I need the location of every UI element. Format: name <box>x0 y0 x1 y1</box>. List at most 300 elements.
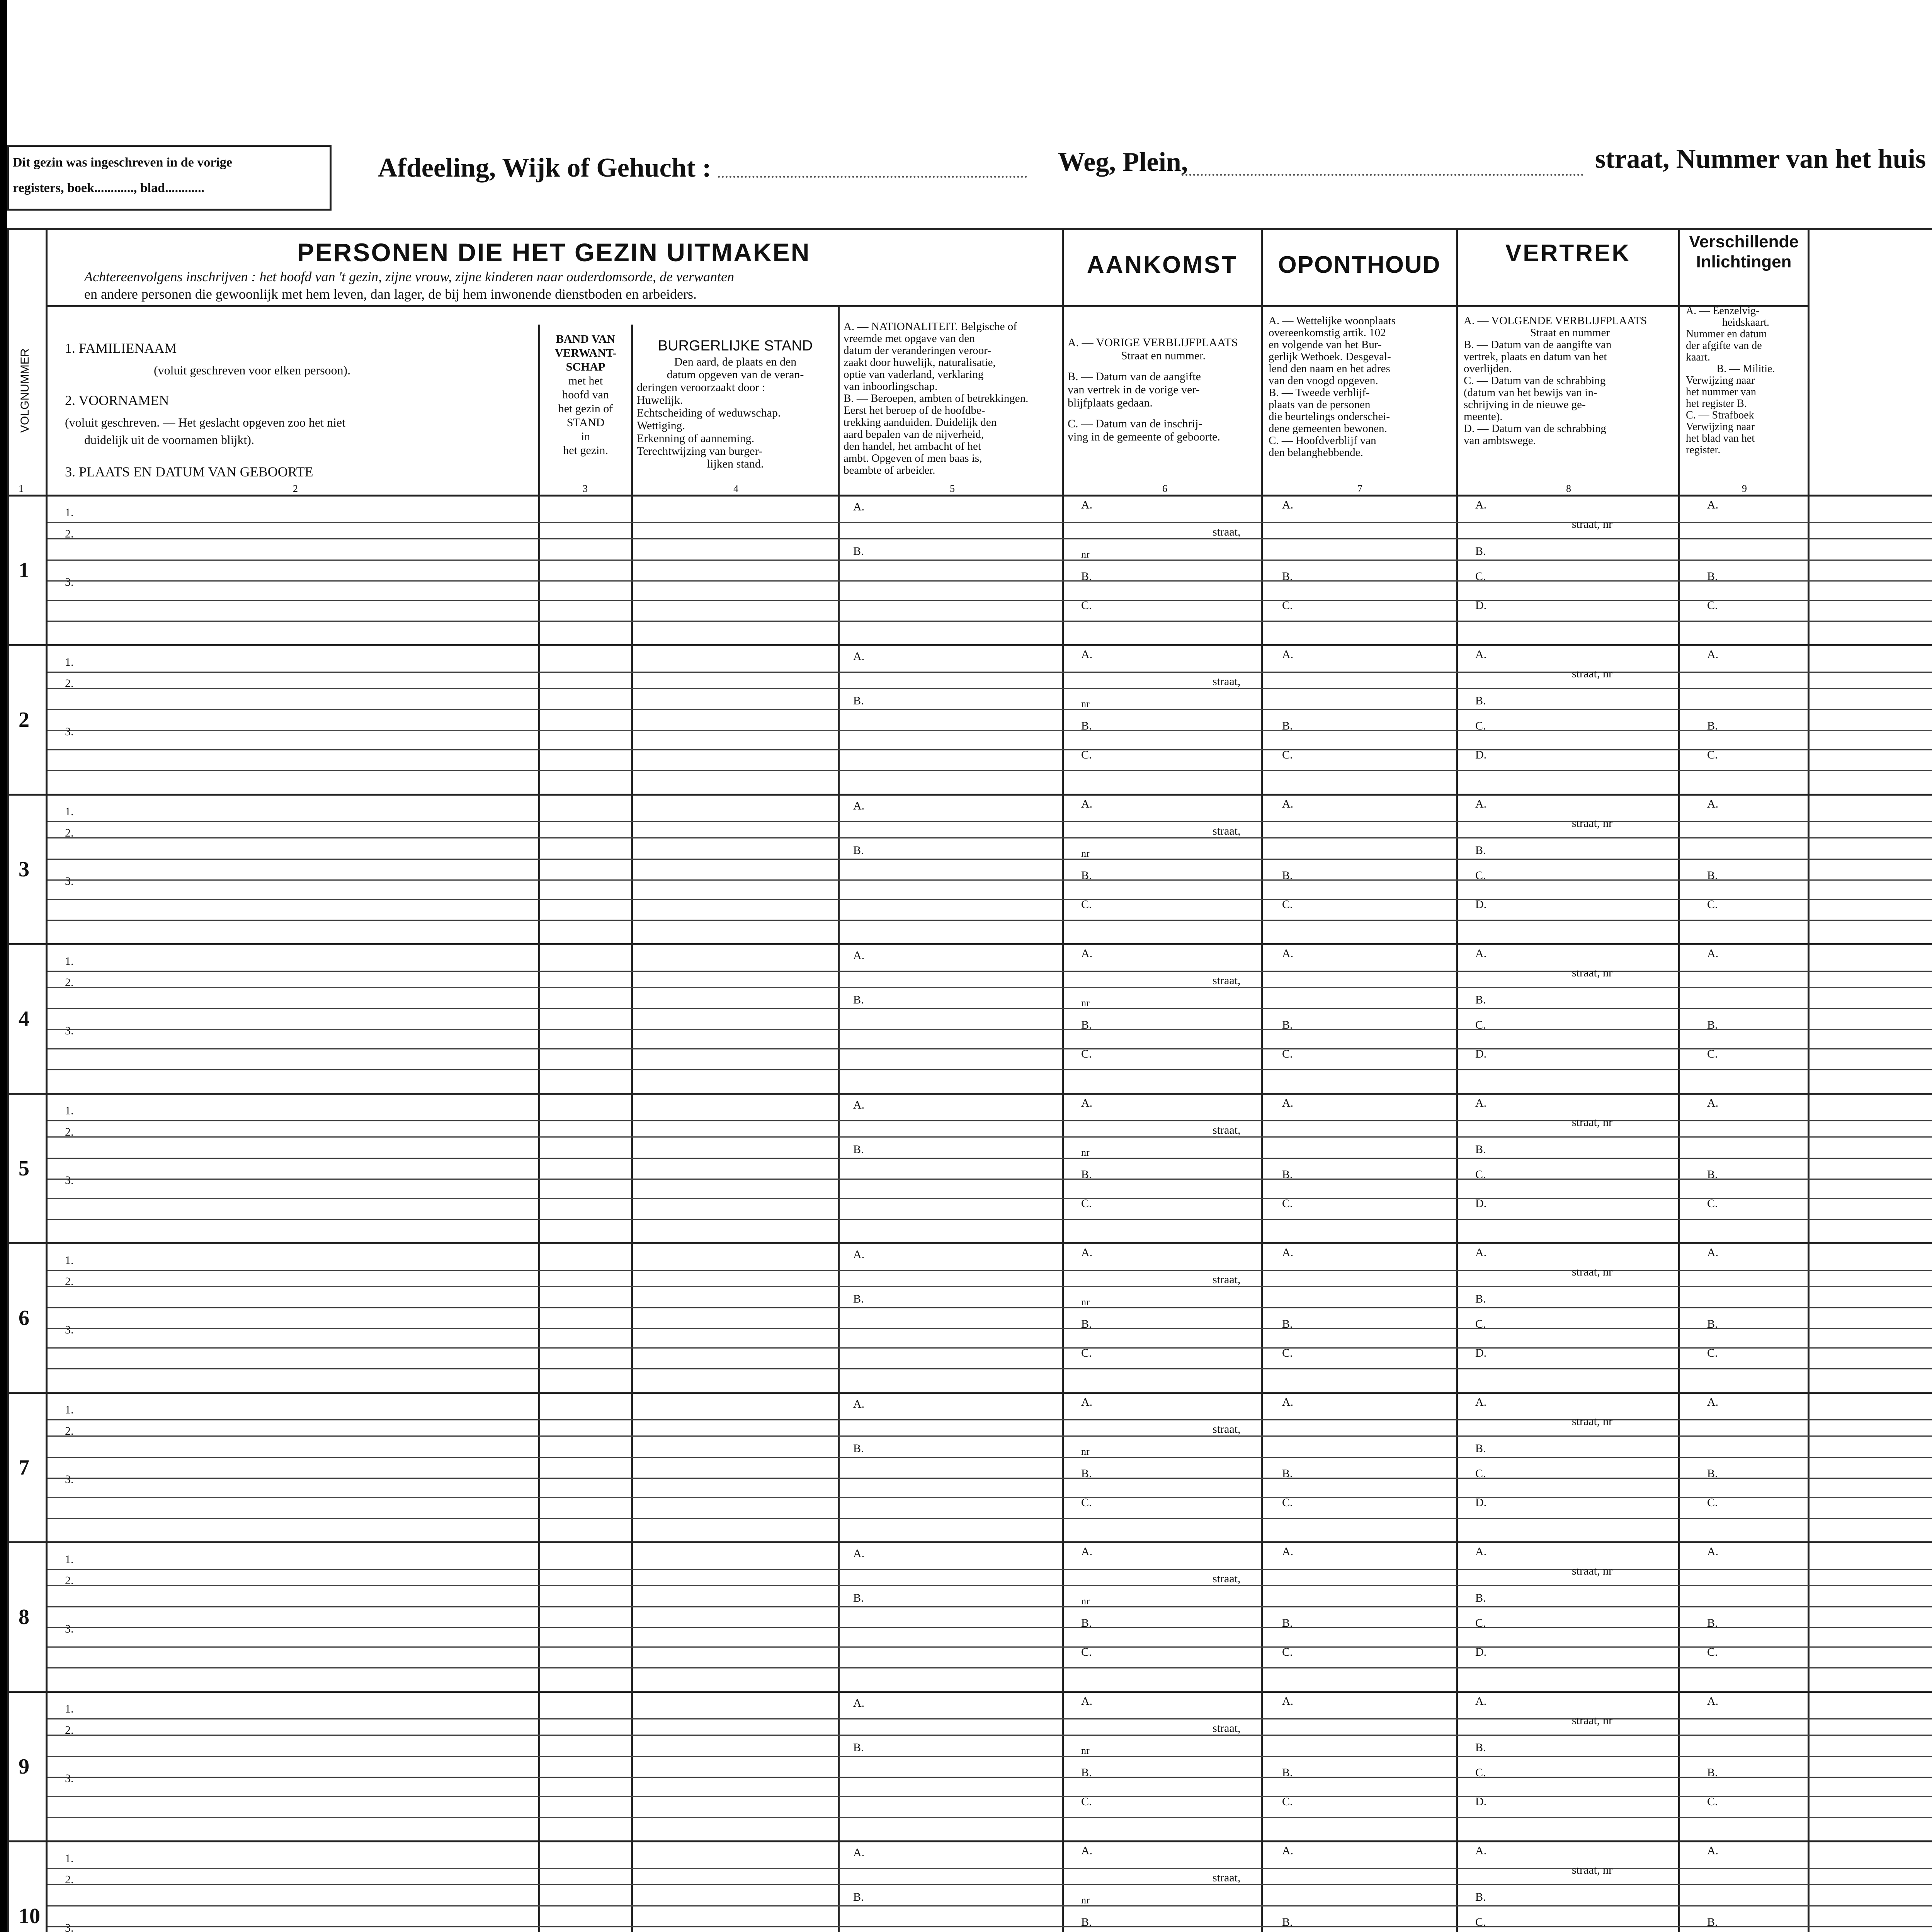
sub-label-2: 2. <box>65 1724 74 1736</box>
col6-label-straat: straat, <box>1213 675 1241 688</box>
col8-label-c: C. <box>1475 1766 1486 1779</box>
col8-label-straat: straat, nr <box>1572 1265 1612 1278</box>
entry-cell[interactable] <box>840 1394 1060 1540</box>
register-page <box>7 0 1932 1932</box>
entry-cell[interactable] <box>1680 1394 1806 1540</box>
col7-label-a: A. <box>1282 798 1294 810</box>
entry-cell[interactable] <box>633 497 836 643</box>
col2-plaats-datum: 3. PLAATS EN DATUM VAN GEBOORTE <box>65 464 313 480</box>
col9-line: kaart. <box>1686 351 1710 363</box>
col4-line: Echtscheiding of weduwschap. <box>637 406 781 419</box>
col9-label-a: A. <box>1707 1396 1719 1408</box>
col6-label-a: A. <box>1081 1396 1093 1408</box>
col7-label-b: B. <box>1282 1019 1293 1031</box>
col9-label-a: A. <box>1707 947 1719 960</box>
sub-label-2: 2. <box>65 1873 74 1886</box>
col5-line: ambt. Opgeven of men baas is, <box>844 452 982 464</box>
col5-label-a: A. <box>853 1547 865 1560</box>
col6-label-b: B. <box>1081 1916 1092 1929</box>
col8-label-c: C. <box>1475 1916 1486 1929</box>
col8-label-c: C. <box>1475 1617 1486 1629</box>
col9-label-b: B. <box>1707 1019 1718 1031</box>
col8-line: A. — VOLGENDE VERBLIJFPLAATS <box>1464 315 1647 327</box>
col7-label-b: B. <box>1282 1617 1293 1629</box>
verschillende-line-2: Inlichtingen <box>1696 252 1792 271</box>
previous-register-line-2: registers, boek............, blad............ <box>13 181 205 195</box>
col9-line: het blad van het <box>1686 432 1755 444</box>
col6-label-b: B. <box>1081 1467 1092 1480</box>
col6-label-straat: straat, <box>1213 1273 1241 1286</box>
entry-cell[interactable] <box>840 497 1060 643</box>
entry-cell[interactable] <box>1810 1394 1932 1540</box>
col8-line: van ambtswege. <box>1464 434 1536 447</box>
row-number: 9 <box>19 1754 29 1779</box>
col5-label-b: B. <box>853 844 864 857</box>
entry-cell[interactable] <box>541 796 629 942</box>
entry-cell[interactable] <box>1810 1842 1932 1932</box>
entry-cell[interactable] <box>1680 945 1806 1092</box>
col7-label-a: A. <box>1282 1246 1294 1259</box>
entry-cell[interactable] <box>633 1095 836 1241</box>
col3-line: hoofd van <box>562 388 609 401</box>
sub-label-3: 3. <box>65 576 74 588</box>
col-number: 2 <box>293 483 298 494</box>
col5-label-b: B. <box>853 1143 864 1156</box>
col-number: 8 <box>1566 483 1571 494</box>
entry-cell[interactable] <box>1458 1095 1677 1241</box>
col8-label-a: A. <box>1475 498 1487 511</box>
col7-label-c: C. <box>1282 1347 1293 1359</box>
col8-label-straat: straat, nr <box>1572 1714 1612 1727</box>
sub-label-1: 1. <box>65 1254 74 1267</box>
col7-label-c: C. <box>1282 1197 1293 1210</box>
col9-label-c: C. <box>1707 1197 1718 1210</box>
col7-label-a: A. <box>1282 1844 1294 1857</box>
col8-line: vertrek, plaats en datum van het <box>1464 350 1607 363</box>
entry-cell[interactable] <box>1810 945 1932 1092</box>
col7-line: van den voogd opgeven. <box>1269 374 1378 387</box>
entry-cell[interactable] <box>1810 1693 1932 1839</box>
entry-cell[interactable] <box>840 945 1060 1092</box>
entry-cell[interactable] <box>633 1244 836 1391</box>
entry-cell[interactable] <box>1680 1095 1806 1241</box>
col6-label-nr: nr <box>1081 1446 1090 1457</box>
entry-cell[interactable] <box>1680 646 1806 793</box>
col7-line: overeenkomstig artik. 102 <box>1269 327 1386 339</box>
col-number: 7 <box>1357 483 1362 494</box>
col8-line: meente). <box>1464 410 1503 423</box>
sub-label-2: 2. <box>65 527 74 540</box>
col9-label-b: B. <box>1707 1318 1718 1330</box>
entry-cell[interactable] <box>1680 796 1806 942</box>
col6-label-straat: straat, <box>1213 1871 1241 1884</box>
col7-label-c: C. <box>1282 1496 1293 1509</box>
col6-label-c: C. <box>1081 748 1092 761</box>
col9-label-c: C. <box>1707 1795 1718 1808</box>
col2-familienaam: 1. FAMILIENAAM <box>65 340 177 356</box>
col7-label-a: A. <box>1282 1545 1294 1558</box>
col5-label-b: B. <box>853 993 864 1006</box>
col5-line: A. — NATIONALITEIT. Belgische of <box>844 320 1017 333</box>
sub-label-3: 3. <box>65 1323 74 1336</box>
entry-cell[interactable] <box>1680 1842 1806 1932</box>
entry-cell[interactable] <box>1458 646 1677 793</box>
col6-label-c: C. <box>1081 1347 1092 1359</box>
entry-cell[interactable] <box>48 1095 537 1241</box>
col6-label-nr: nr <box>1081 1296 1090 1308</box>
entry-cell[interactable] <box>1810 796 1932 942</box>
sub-label-3: 3. <box>65 1174 74 1187</box>
entry-cell[interactable] <box>1064 945 1259 1092</box>
col7-line: gerlijk Wetboek. Desgeval- <box>1269 350 1391 363</box>
entry-cell[interactable] <box>1458 497 1677 643</box>
col9-label-b: B. <box>1707 1168 1718 1181</box>
entry-cell[interactable] <box>48 1543 537 1690</box>
entry-cell[interactable] <box>633 945 836 1092</box>
col5-label-a: A. <box>853 1846 865 1859</box>
col8-label-d: D. <box>1475 599 1487 612</box>
col6-line: Straat en nummer. <box>1121 349 1206 362</box>
col6-label-c: C. <box>1081 599 1092 612</box>
col9-label-b: B. <box>1707 1766 1718 1779</box>
col8-line: overlijden. <box>1464 362 1512 375</box>
col8-label-b: B. <box>1475 844 1486 857</box>
verschillende-line-1: Verschillende <box>1689 232 1799 251</box>
entry-cell[interactable] <box>840 646 1060 793</box>
col7-label-c: C. <box>1282 1646 1293 1658</box>
entry-cell[interactable] <box>633 796 836 942</box>
entry-cell[interactable] <box>1810 1244 1932 1391</box>
col5-label-a: A. <box>853 1697 865 1709</box>
col8-label-b: B. <box>1475 1293 1486 1305</box>
col6-label-nr: nr <box>1081 1595 1090 1607</box>
entry-cell[interactable] <box>1064 646 1259 793</box>
entry-cell[interactable] <box>48 796 537 942</box>
entry-cell[interactable] <box>633 1394 836 1540</box>
personen-title: PERSONEN DIE HET GEZIN UITMAKEN <box>297 238 811 267</box>
entry-cell[interactable] <box>541 1095 629 1241</box>
entry-cell[interactable] <box>1458 945 1677 1092</box>
col5-label-a: A. <box>853 949 865 962</box>
col8-label-straat: straat, nr <box>1572 667 1612 680</box>
entry-cell[interactable] <box>48 1244 537 1391</box>
entry-cell[interactable] <box>840 1095 1060 1241</box>
col5-label-a: A. <box>853 1099 865 1111</box>
col5-line: B. — Beroepen, ambten of betrekkingen. <box>844 392 1029 405</box>
col7-label-c: C. <box>1282 1048 1293 1060</box>
col6-line: ving in de gemeente of geboorte. <box>1068 430 1220 443</box>
col8-label-d: D. <box>1475 748 1487 761</box>
col6-label-c: C. <box>1081 1048 1092 1060</box>
col6-label-b: B. <box>1081 1318 1092 1330</box>
entry-cell[interactable] <box>1458 1543 1677 1690</box>
col5-line: beambte of arbeider. <box>844 464 935 476</box>
col9-line: Nummer en datum <box>1686 328 1767 340</box>
entry-cell[interactable] <box>1064 1693 1259 1839</box>
entry-cell[interactable] <box>541 1244 629 1391</box>
col7-label-c: C. <box>1282 599 1293 612</box>
row-number: 2 <box>19 707 29 732</box>
sub-label-1: 1. <box>65 955 74 968</box>
col4-line: deringen veroorzaakt door : <box>637 381 765 394</box>
entry-cell[interactable] <box>1810 497 1932 643</box>
entry-cell[interactable] <box>840 1244 1060 1391</box>
col4-line: Wettiging. <box>637 419 685 432</box>
col5-line: datum der veranderingen veroor- <box>844 344 991 357</box>
col5-line: trekking aanduiden. Duidelijk den <box>844 416 997 429</box>
col9-label-a: A. <box>1707 1545 1719 1558</box>
col6-label-b: B. <box>1081 1617 1092 1629</box>
col7-label-b: B. <box>1282 1467 1293 1480</box>
col7-label-b: B. <box>1282 719 1293 732</box>
col7-line: B. — Tweede verblijf- <box>1269 386 1370 399</box>
entry-cell[interactable] <box>633 1543 836 1690</box>
col9-label-b: B. <box>1707 719 1718 732</box>
col7-label-a: A. <box>1282 1396 1294 1408</box>
col-number: 6 <box>1162 483 1167 494</box>
col5-line: den handel, het ambacht of het <box>844 440 981 452</box>
col7-line: A. — Wettelijke woonplaats <box>1269 315 1396 327</box>
col8-label-d: D. <box>1475 898 1487 911</box>
col8-label-straat: straat, nr <box>1572 966 1612 979</box>
row-number: 8 <box>19 1605 29 1629</box>
previous-register-line-1: Dit gezin was ingeschreven in de vorige <box>13 155 232 170</box>
col9-label-b: B. <box>1707 1467 1718 1480</box>
col7-label-c: C. <box>1282 898 1293 911</box>
sub-label-1: 1. <box>65 656 74 668</box>
entry-cell[interactable] <box>1810 1543 1932 1690</box>
col4-line: datum opgeven van de veran- <box>667 368 804 381</box>
col6-label-straat: straat, <box>1213 825 1241 837</box>
entry-cell[interactable] <box>1810 646 1932 793</box>
col9-label-c: C. <box>1707 1048 1718 1060</box>
entry-cell[interactable] <box>1064 796 1259 942</box>
col6-label-nr: nr <box>1081 848 1090 859</box>
entry-cell[interactable] <box>1458 1842 1677 1932</box>
col8-label-d: D. <box>1475 1347 1487 1359</box>
sub-label-2: 2. <box>65 677 74 690</box>
col9-label-c: C. <box>1707 599 1718 612</box>
entry-cell[interactable] <box>541 497 629 643</box>
entry-cell[interactable] <box>1064 1394 1259 1540</box>
col9-label-c: C. <box>1707 1496 1718 1509</box>
col2-voornamen-note-2: duidelijk uit de voornamen blijkt). <box>84 433 254 447</box>
sub-label-3: 3. <box>65 1473 74 1486</box>
col8-label-d: D. <box>1475 1197 1487 1210</box>
col5-label-a: A. <box>853 650 865 663</box>
entry-cell[interactable] <box>633 1842 836 1932</box>
sub-label-2: 2. <box>65 1574 74 1587</box>
col6-label-c: C. <box>1081 1496 1092 1509</box>
col8-line: D. — Datum van de schrabbing <box>1464 422 1606 435</box>
sub-label-2: 2. <box>65 1126 74 1138</box>
col6-label-b: B. <box>1081 1766 1092 1779</box>
personen-sub-1: Achtereenvolgens inschrijven : het hoofd van 't gezin, zijne vrouw, zijne kinderen naar ouderdomsorde, de verwanten <box>84 269 734 284</box>
col6-label-straat: straat, <box>1213 526 1241 538</box>
col4-title: BURGERLIJKE STAND <box>658 338 813 354</box>
col5-label-b: B. <box>853 1741 864 1754</box>
sub-label-3: 3. <box>65 1922 74 1932</box>
entry-cell[interactable] <box>1064 1543 1259 1690</box>
col8-label-d: D. <box>1475 1795 1487 1808</box>
entry-cell[interactable] <box>48 1693 537 1839</box>
col8-label-b: B. <box>1475 1143 1486 1156</box>
col6-label-nr: nr <box>1081 997 1090 1009</box>
entry-cell[interactable] <box>541 646 629 793</box>
straat-nummer-label: straat, Nummer van het huis <box>1595 144 1926 174</box>
col9-label-a: A. <box>1707 1097 1719 1109</box>
col7-label-b: B. <box>1282 1916 1293 1929</box>
sub-label-3: 3. <box>65 1772 74 1785</box>
col8-label-c: C. <box>1475 1318 1486 1330</box>
col6-label-a: A. <box>1081 648 1093 661</box>
sub-label-1: 1. <box>65 1403 74 1416</box>
col9-line: Verwijzing naar <box>1686 421 1755 433</box>
row-number: 7 <box>19 1455 29 1480</box>
col4-line: Huwelijk. <box>637 394 683 406</box>
entry-cell[interactable] <box>840 1693 1060 1839</box>
entry-cell[interactable] <box>1458 1394 1677 1540</box>
col5-label-a: A. <box>853 799 865 812</box>
col7-label-b: B. <box>1282 570 1293 583</box>
col-number: 5 <box>950 483 955 494</box>
col8-label-a: A. <box>1475 1545 1487 1558</box>
col3-line: STAND <box>566 416 605 429</box>
col6-label-nr: nr <box>1081 1895 1090 1906</box>
entry-cell[interactable] <box>1680 497 1806 643</box>
col8-label-b: B. <box>1475 545 1486 558</box>
col6-label-b: B. <box>1081 1168 1092 1181</box>
col9-line: heidskaart. <box>1722 316 1770 328</box>
col7-label-b: B. <box>1282 1318 1293 1330</box>
entry-cell[interactable] <box>1064 497 1259 643</box>
entry-cell[interactable] <box>1810 1095 1932 1241</box>
col9-line: Verwijzing naar <box>1686 374 1755 386</box>
col6-label-b: B. <box>1081 570 1092 583</box>
entry-cell[interactable] <box>633 646 836 793</box>
col8-label-a: A. <box>1475 1396 1487 1408</box>
col7-label-b: B. <box>1282 1766 1293 1779</box>
entry-cell[interactable] <box>1458 1693 1677 1839</box>
col6-label-a: A. <box>1081 498 1093 511</box>
col-number: 3 <box>583 483 588 494</box>
col9-label-b: B. <box>1707 869 1718 882</box>
entry-cell[interactable] <box>48 1842 537 1932</box>
col3-line: VERWANT- <box>554 347 617 359</box>
col8-label-c: C. <box>1475 869 1486 882</box>
col7-line: en volgende van het Bur- <box>1269 338 1382 351</box>
col6-label-a: A. <box>1081 798 1093 810</box>
col9-label-a: A. <box>1707 498 1719 511</box>
entry-cell[interactable] <box>541 1394 629 1540</box>
col6-label-nr: nr <box>1081 1745 1090 1756</box>
col6-label-straat: straat, <box>1213 1423 1241 1435</box>
col8-label-straat: straat, nr <box>1572 1565 1612 1577</box>
col8-line: B. — Datum van de aangifte van <box>1464 338 1612 351</box>
volgnummer-header: VOLGNUMMER <box>19 348 31 433</box>
col7-label-a: A. <box>1282 648 1294 661</box>
col6-label-straat: straat, <box>1213 1124 1241 1136</box>
col6-label-c: C. <box>1081 898 1092 911</box>
col6-label-a: A. <box>1081 1695 1093 1708</box>
sub-label-1: 1. <box>65 1553 74 1566</box>
sub-label-1: 1. <box>65 1702 74 1715</box>
col9-label-a: A. <box>1707 1695 1719 1708</box>
entry-cell[interactable] <box>1064 1244 1259 1391</box>
entry-cell[interactable] <box>48 1394 537 1540</box>
row-number: 1 <box>19 558 29 582</box>
col6-label-straat: straat, <box>1213 974 1241 987</box>
col7-line: die beurtelings onderschei- <box>1269 410 1390 423</box>
entry-cell[interactable] <box>1680 1543 1806 1690</box>
col9-label-c: C. <box>1707 748 1718 761</box>
entry-cell[interactable] <box>1064 1842 1259 1932</box>
col8-label-d: D. <box>1475 1496 1487 1509</box>
col8-label-a: A. <box>1475 1097 1487 1109</box>
col8-label-b: B. <box>1475 1741 1486 1754</box>
sub-label-2: 2. <box>65 1275 74 1288</box>
col9-line: C. — Strafboek <box>1686 409 1754 421</box>
row-number: 3 <box>19 857 29 881</box>
col5-line: Eerst het beroep of de hoofdbe- <box>844 404 985 417</box>
entry-cell[interactable] <box>840 1842 1060 1932</box>
entry-cell[interactable] <box>48 646 537 793</box>
col5-label-b: B. <box>853 1891 864 1903</box>
col8-label-straat: straat, nr <box>1572 817 1612 830</box>
afdeeling-label: Afdeeling, Wijk of Gehucht : <box>378 153 711 183</box>
col6-label-nr: nr <box>1081 1147 1090 1158</box>
sub-label-1: 1. <box>65 1852 74 1865</box>
entry-cell[interactable] <box>48 945 537 1092</box>
entry-cell[interactable] <box>840 796 1060 942</box>
col8-label-b: B. <box>1475 694 1486 707</box>
entry-cell[interactable] <box>1064 1095 1259 1241</box>
entry-cell[interactable] <box>1680 1693 1806 1839</box>
entry-cell[interactable] <box>1458 1244 1677 1391</box>
col6-label-c: C. <box>1081 1795 1092 1808</box>
col9-line: A. — Eenzelvig- <box>1686 305 1760 317</box>
col8-label-straat: straat, nr <box>1572 518 1612 531</box>
entry-cell[interactable] <box>840 1543 1060 1690</box>
entry-cell[interactable] <box>1458 796 1677 942</box>
entry-cell[interactable] <box>633 1693 836 1839</box>
col9-label-b: B. <box>1707 570 1718 583</box>
col6-line: van vertrek in de vorige ver- <box>1068 383 1200 396</box>
entry-cell[interactable] <box>541 1842 629 1932</box>
col8-label-a: A. <box>1475 648 1487 661</box>
row-number: 5 <box>19 1156 29 1180</box>
col8-label-b: B. <box>1475 1891 1486 1903</box>
col6-label-a: A. <box>1081 1844 1093 1857</box>
col8-label-c: C. <box>1475 570 1486 583</box>
entry-cell[interactable] <box>541 1543 629 1690</box>
col4-line: Den aard, de plaats en den <box>674 355 797 368</box>
col9-label-a: A. <box>1707 1844 1719 1857</box>
col9-line: het register B. <box>1686 398 1747 410</box>
entry-cell[interactable] <box>1680 1244 1806 1391</box>
entry-cell[interactable] <box>48 497 537 643</box>
col3-line: het gezin of <box>558 402 613 415</box>
row-number: 10 <box>19 1904 40 1928</box>
col7-label-b: B. <box>1282 869 1293 882</box>
col4-line: lijken stand. <box>707 457 764 470</box>
col2-familienaam-note: (voluit geschreven voor elken persoon). <box>154 363 351 377</box>
entry-cell[interactable] <box>541 945 629 1092</box>
col5-line: aard bepalen van de nijverheid, <box>844 428 984 440</box>
entry-cell[interactable] <box>541 1693 629 1839</box>
sub-label-1: 1. <box>65 1104 74 1117</box>
col7-line: C. — Hoofdverblijf van <box>1269 434 1376 447</box>
